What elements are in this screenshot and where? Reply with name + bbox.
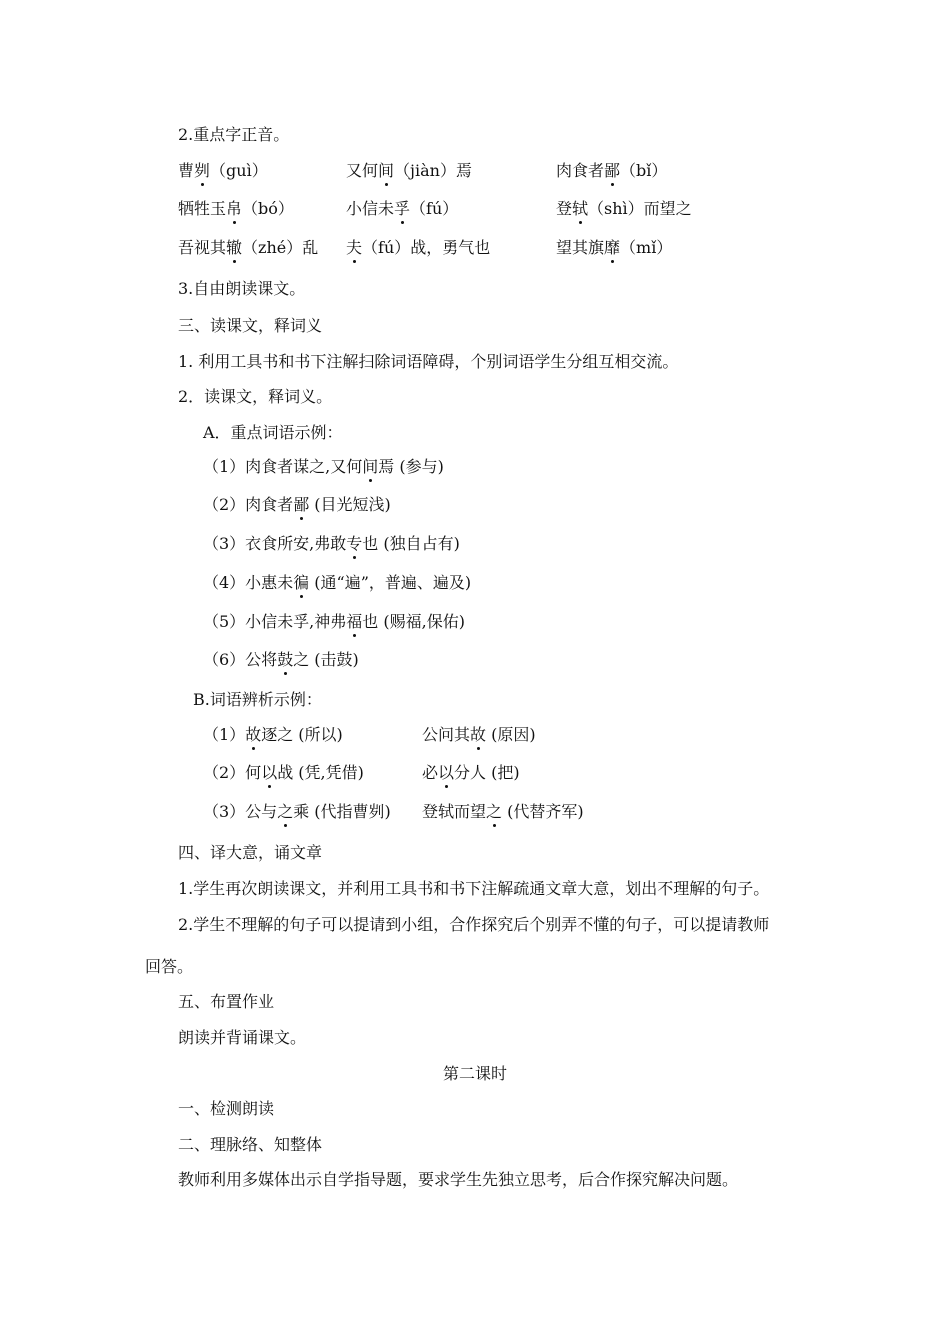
emphasis-char: 之 xyxy=(277,802,294,821)
paragraph: 1. 利用工具书和书下注解扫除词语障碍，个别词语学生分组互相交流。 xyxy=(178,352,679,371)
emphasis-char: 间 xyxy=(362,457,379,476)
paragraph: 教师利用多媒体出示自学指导题，要求学生先独立思考，后合作探究解决问题。 xyxy=(178,1170,739,1189)
emphasis-char: 刿 xyxy=(194,161,211,180)
key-word-example: （2）肉食者鄙 (目光短浅) xyxy=(203,495,391,514)
emphasis-char: 鄙 xyxy=(293,495,310,514)
pronunciation-item: 曹刿（guì） xyxy=(178,161,268,180)
word-analysis-item: 必以分人 (把) xyxy=(422,763,520,782)
emphasis-char: 辙 xyxy=(226,238,243,257)
key-word-example: （4）小惠未徧 (通“遍”，普遍、遍及) xyxy=(203,573,472,592)
section-heading: 三、读课文，释词义 xyxy=(178,316,323,335)
word-analysis-item: （3）公与之乘 (代指曹刿) xyxy=(203,802,391,821)
word-analysis-row xyxy=(0,801,950,823)
emphasis-char: 之 xyxy=(486,802,503,821)
subheading-key-words: A．重点词语示例： xyxy=(203,423,343,442)
pronunciation-row xyxy=(0,237,950,259)
pronunciation-item: 登轼（shì）而望之 xyxy=(556,199,692,218)
section-heading: 一、检测朗读 xyxy=(178,1099,275,1118)
emphasis-char: 鄙 xyxy=(604,161,621,180)
paragraph-continuation: 回答。 xyxy=(145,957,194,976)
paragraph: 1.学生再次朗读课文，并利用工具书和书下注解疏通文章大意，划出不理解的句子。 xyxy=(178,879,770,898)
lesson-title: 第二课时 xyxy=(442,1064,507,1083)
word-analysis-item: 登轼而望之 (代替齐军) xyxy=(422,802,584,821)
paragraph: 2．读课文，释词义。 xyxy=(178,387,333,406)
emphasis-char: 鼓 xyxy=(277,650,294,669)
section-heading: 四、译大意，诵文章 xyxy=(178,843,323,862)
key-word-example: （3）衣食所安,弗敢专也 (独自占有) xyxy=(203,534,460,553)
pronunciation-item: 望其旗靡（mǐ） xyxy=(556,238,673,257)
emphasis-char: 帛 xyxy=(226,199,243,218)
pronunciation-item: 牺牲玉帛（bó） xyxy=(178,199,294,218)
pronunciation-item: 肉食者鄙（bǐ） xyxy=(556,161,668,180)
word-analysis-row xyxy=(0,724,950,746)
word-analysis-item: （2）何以战 (凭,凭借) xyxy=(203,763,364,782)
emphasis-char: 轼 xyxy=(572,199,589,218)
key-word-example: （1）肉食者谋之,又何间焉 (参与) xyxy=(203,457,444,476)
emphasis-char: 间 xyxy=(378,161,395,180)
emphasis-char: 靡 xyxy=(604,238,621,257)
emphasis-char: 专 xyxy=(346,534,363,553)
pronunciation-row xyxy=(0,198,950,220)
word-analysis-item: 公问其故 (原因) xyxy=(422,725,536,744)
emphasis-char: 夫 xyxy=(346,238,363,257)
emphasis-char: 徧 xyxy=(293,573,310,592)
pronunciation-item: 小信未孚（fú） xyxy=(346,199,459,218)
pronunciation-row xyxy=(0,160,950,182)
emphasis-char: 以 xyxy=(261,763,278,782)
key-word-example: （6）公将鼓之 (击鼓) xyxy=(203,650,359,669)
word-analysis-item: （1）故逐之 (所以) xyxy=(203,725,343,744)
emphasis-char: 福 xyxy=(346,612,363,631)
section-heading: 五、布置作业 xyxy=(178,992,275,1011)
section-heading: 二、理脉络、知整体 xyxy=(178,1135,323,1154)
paragraph: 朗读并背诵课文。 xyxy=(178,1028,307,1047)
key-word-example: （5）小信未孚,神弗福也 (赐福,保佑) xyxy=(203,612,465,631)
pronunciation-item: 又何间（jiàn）焉 xyxy=(346,161,472,180)
emphasis-char: 故 xyxy=(470,725,487,744)
pronunciation-item: 吾视其辙（zhé）乱 xyxy=(178,238,319,257)
emphasis-char: 以 xyxy=(438,763,455,782)
section-pronunciation-title: 2.重点字正音。 xyxy=(178,125,290,144)
subheading-word-analysis: B.词语辨析示例： xyxy=(193,690,322,709)
emphasis-char: 孚 xyxy=(394,199,411,218)
paragraph: 2.学生不理解的句子可以提请到小组，合作探究后个别弄不懂的句子，可以提请教师 xyxy=(178,915,770,934)
word-analysis-row xyxy=(0,762,950,784)
step-read-aloud: 3.自由朗读课文。 xyxy=(178,279,306,298)
emphasis-char: 故 xyxy=(245,725,262,744)
pronunciation-item: 夫（fú）战，勇气也 xyxy=(346,238,491,257)
